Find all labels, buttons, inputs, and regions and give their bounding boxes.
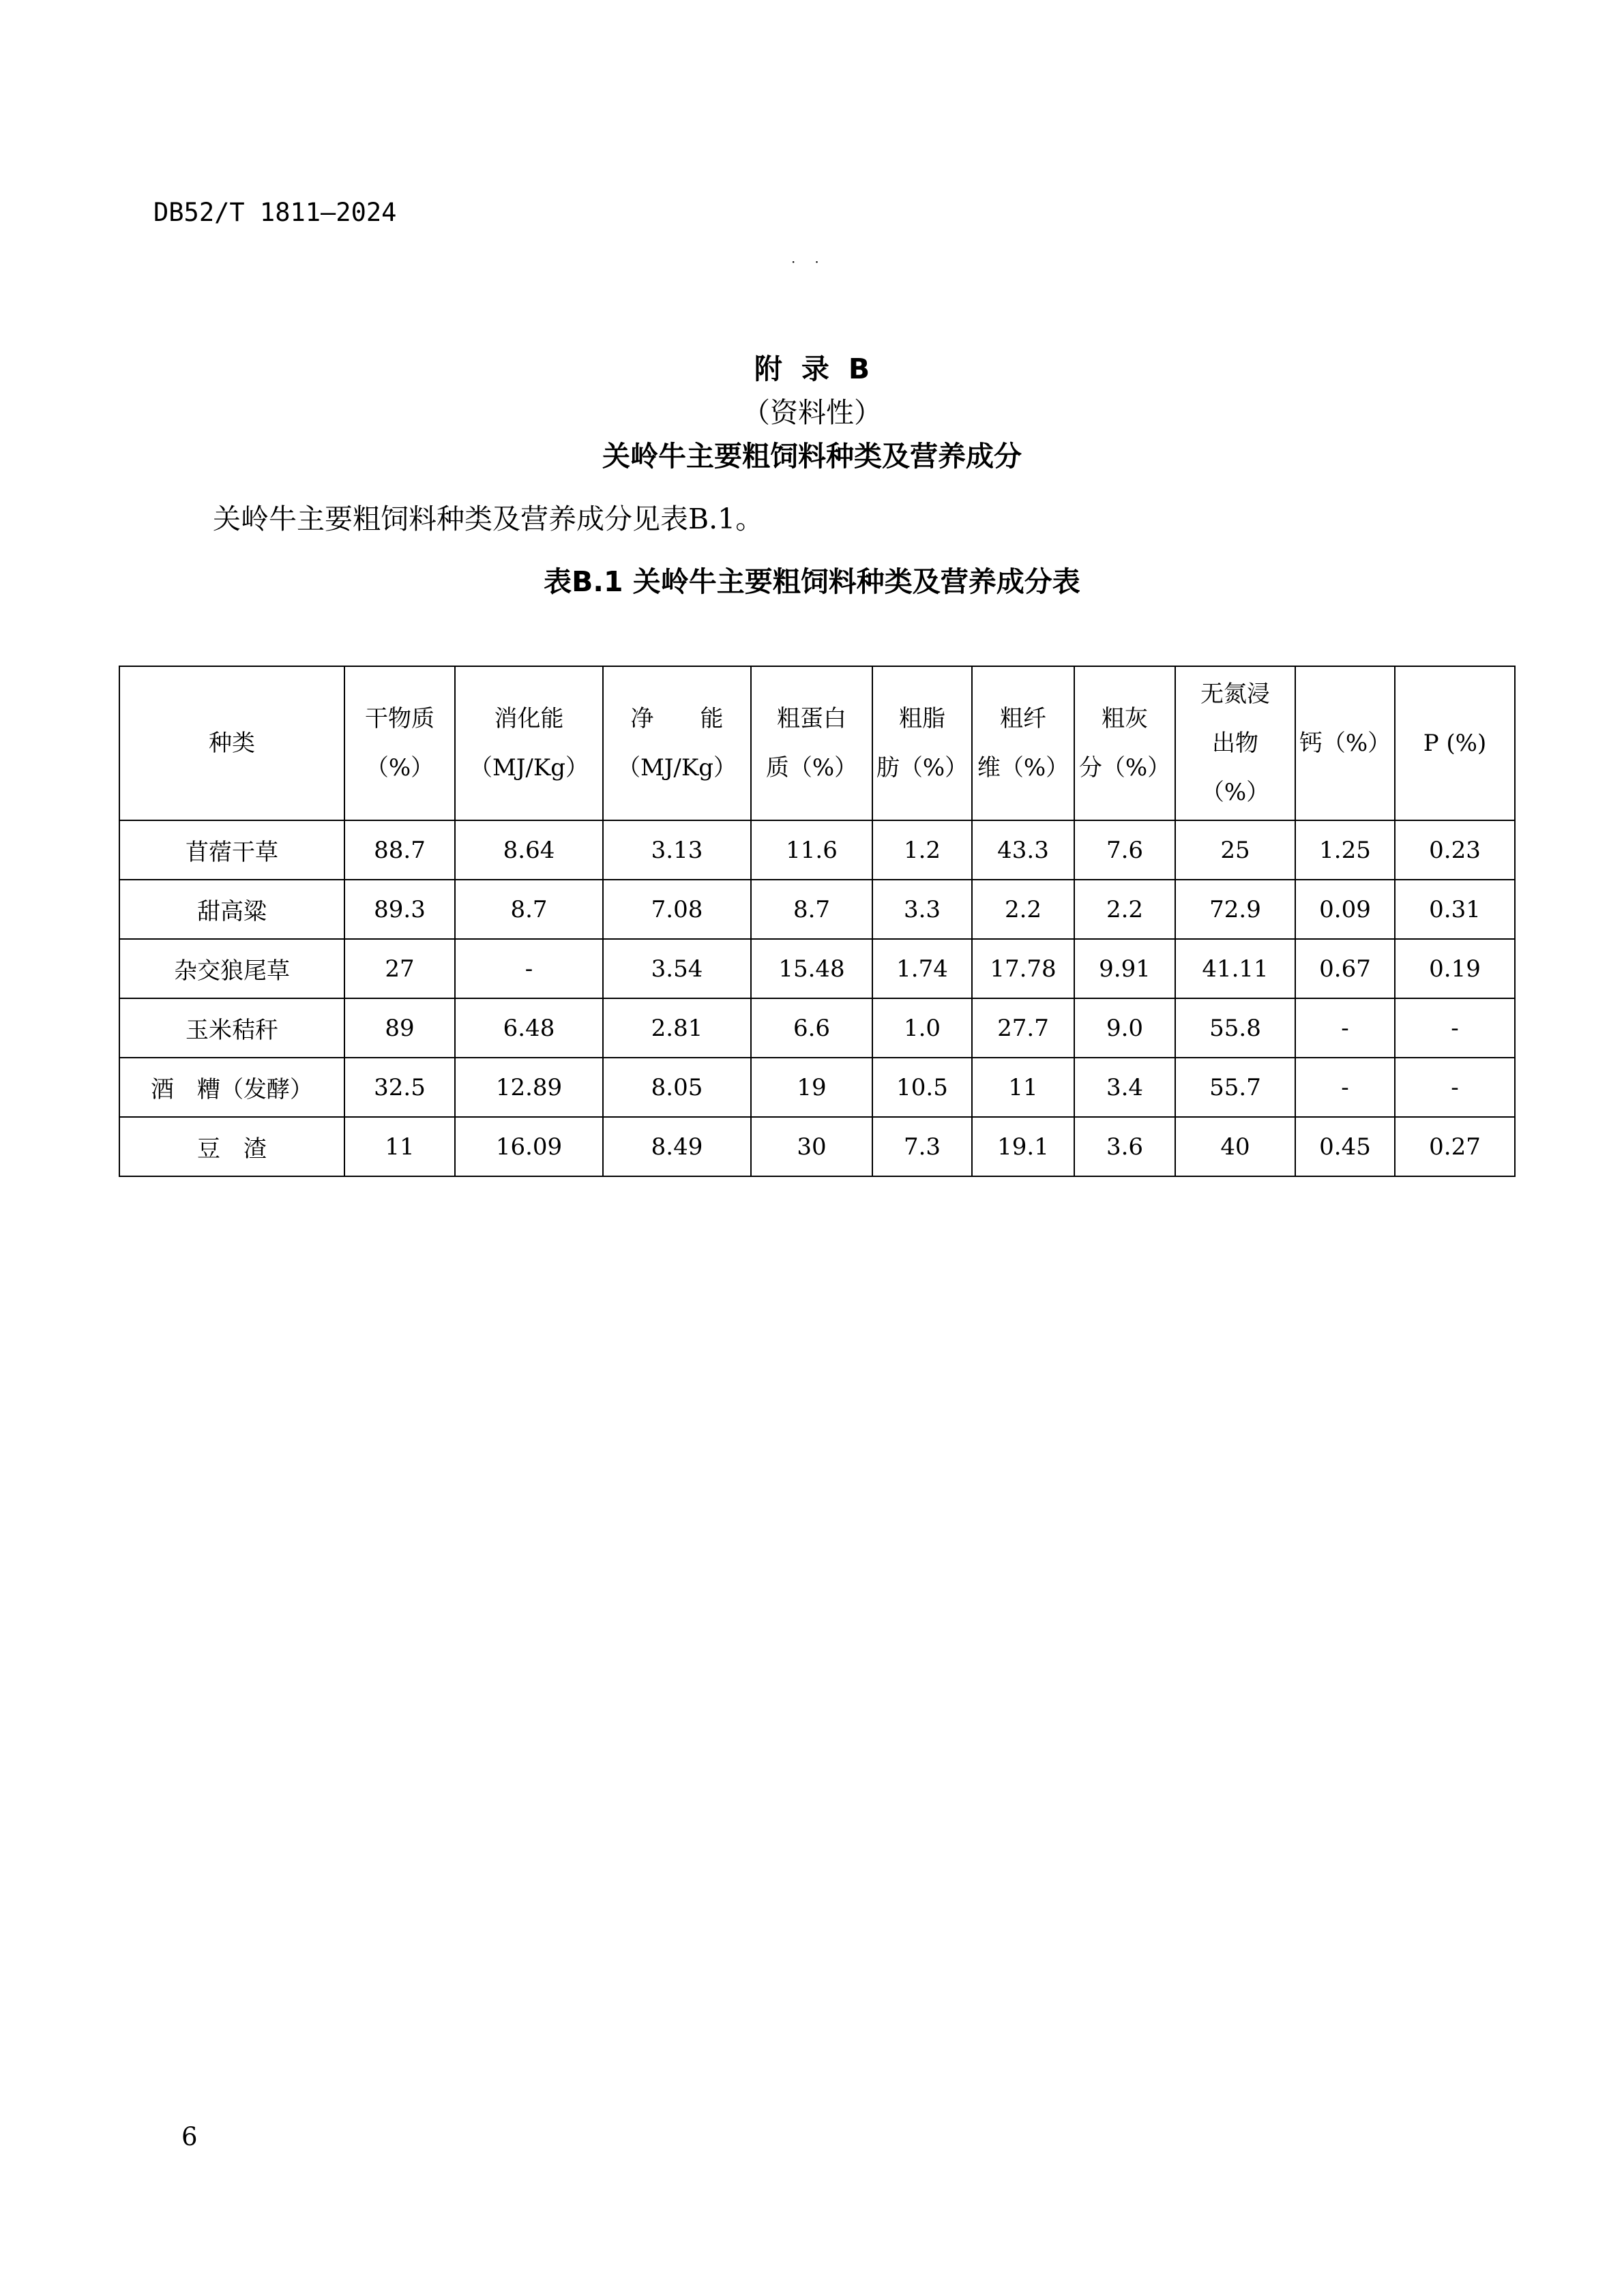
column-header-line: 出物 [1212, 730, 1258, 757]
appendix-label-part: 附 [754, 353, 782, 385]
column-header [344, 666, 455, 820]
value-cell: 27 [344, 939, 455, 998]
value-cell: 1.74 [872, 939, 972, 998]
page-number: 6 [181, 2122, 198, 2151]
column-header-line: 维（%） [977, 754, 1069, 781]
standard-code: DB52/T 1811—2024 [153, 198, 397, 227]
feed-type-cell: 豆 渣 [119, 1117, 344, 1176]
column-header [1074, 666, 1175, 820]
column-header-line: （MJ/Kg） [469, 754, 589, 781]
value-cell: - [1295, 1058, 1395, 1117]
value-cell: 7.6 [1074, 820, 1175, 880]
value-cell: - [1395, 998, 1515, 1058]
appendix-label-part: 录 [801, 353, 829, 385]
table-caption: 表B.1 关岭牛主要粗饲料种类及营养成分表 [544, 565, 1080, 598]
column-header-line: P (%) [1423, 730, 1487, 757]
value-cell: 3.13 [603, 820, 751, 880]
column-header-line: 粗蛋白 [777, 705, 846, 732]
value-cell: 8.7 [751, 880, 872, 939]
value-cell: 40 [1175, 1117, 1295, 1176]
column-header-line: 分（%） [1078, 754, 1171, 781]
value-cell: 89 [344, 998, 455, 1058]
value-cell: 89.3 [344, 880, 455, 939]
value-cell: 17.78 [972, 939, 1074, 998]
column-header-line: 种类 [209, 730, 255, 757]
value-cell: 9.0 [1074, 998, 1175, 1058]
value-cell: 6.6 [751, 998, 872, 1058]
value-cell: 55.8 [1175, 998, 1295, 1058]
value-cell: 0.09 [1295, 880, 1395, 939]
value-cell: 16.09 [455, 1117, 603, 1176]
value-cell: 43.3 [972, 820, 1074, 880]
value-cell: 0.31 [1395, 880, 1515, 939]
value-cell: 7.08 [603, 880, 751, 939]
column-header [1175, 666, 1295, 820]
intro-paragraph: 关岭牛主要粗饲料种类及营养成分见表B.1。 [213, 503, 764, 535]
value-cell: 9.91 [1074, 939, 1175, 998]
value-cell: 8.7 [455, 880, 603, 939]
value-cell: 1.2 [872, 820, 972, 880]
value-cell: 0.19 [1395, 939, 1515, 998]
value-cell: 0.27 [1395, 1117, 1515, 1176]
column-header [119, 666, 344, 820]
value-cell: 25 [1175, 820, 1295, 880]
column-header-line: （MJ/Kg） [617, 754, 737, 781]
table-header-row [119, 666, 1515, 820]
value-cell: 6.48 [455, 998, 603, 1058]
table-row [119, 820, 1515, 880]
table-row [119, 1117, 1515, 1176]
value-cell: 3.6 [1074, 1117, 1175, 1176]
value-cell: 27.7 [972, 998, 1074, 1058]
column-header [751, 666, 872, 820]
value-cell: 3.4 [1074, 1058, 1175, 1117]
value-cell: - [1395, 1058, 1515, 1117]
value-cell: 0.67 [1295, 939, 1395, 998]
table-row [119, 880, 1515, 939]
value-cell: 2.81 [603, 998, 751, 1058]
column-header-line: 质（%） [765, 754, 858, 781]
value-cell: 11 [344, 1117, 455, 1176]
value-cell: 11.6 [751, 820, 872, 880]
value-cell: - [1295, 998, 1395, 1058]
feed-type-cell: 甜高粱 [119, 880, 344, 939]
value-cell: 15.48 [751, 939, 872, 998]
column-header [1295, 666, 1395, 820]
appendix-label [0, 346, 1624, 387]
table-row [119, 939, 1515, 998]
column-header-line: （%） [1200, 779, 1270, 806]
column-header-line: 粗灰 [1102, 705, 1148, 732]
value-cell: 0.45 [1295, 1117, 1395, 1176]
column-header [1395, 666, 1515, 820]
value-cell: 19 [751, 1058, 872, 1117]
value-cell: 41.11 [1175, 939, 1295, 998]
column-header [603, 666, 751, 820]
value-cell: 8.05 [603, 1058, 751, 1117]
column-header-line: 粗脂 [899, 705, 945, 732]
feed-type-cell: 玉米秸秆 [119, 998, 344, 1058]
value-cell: 3.3 [872, 880, 972, 939]
column-header-line: 肪（%） [876, 754, 969, 781]
feed-type-cell: 杂交狼尾草 [119, 939, 344, 998]
value-cell: 12.89 [455, 1058, 603, 1117]
appendix-nature: （资料性） [742, 396, 882, 429]
appendix-title: 关岭牛主要粗饲料种类及营养成分 [602, 440, 1022, 473]
column-header-line: 消化能 [494, 705, 564, 732]
value-cell: 55.7 [1175, 1058, 1295, 1117]
header-dots: ·· [791, 254, 838, 270]
column-header-line: 净 能 [630, 705, 724, 732]
value-cell: 1.25 [1295, 820, 1395, 880]
value-cell: 8.64 [455, 820, 603, 880]
column-header [972, 666, 1074, 820]
value-cell: 2.2 [972, 880, 1074, 939]
column-header-line: 钙（%） [1299, 730, 1391, 757]
value-cell: 30 [751, 1117, 872, 1176]
appendix-label-part: B [848, 353, 870, 385]
value-cell: 2.2 [1074, 880, 1175, 939]
value-cell: 0.23 [1395, 820, 1515, 880]
value-cell: 1.0 [872, 998, 972, 1058]
column-header-line: 无氮浸 [1200, 681, 1270, 708]
value-cell: - [455, 939, 603, 998]
value-cell: 10.5 [872, 1058, 972, 1117]
value-cell: 11 [972, 1058, 1074, 1117]
value-cell: 88.7 [344, 820, 455, 880]
table-row [119, 1058, 1515, 1117]
value-cell: 19.1 [972, 1117, 1074, 1176]
value-cell: 3.54 [603, 939, 751, 998]
column-header [455, 666, 603, 820]
column-header-line: 干物质 [365, 705, 434, 732]
table-row [119, 998, 1515, 1058]
value-cell: 72.9 [1175, 880, 1295, 939]
feed-type-cell: 酒 糟（发酵） [119, 1058, 344, 1117]
column-header [872, 666, 972, 820]
column-header-line: （%） [365, 754, 434, 781]
value-cell: 7.3 [872, 1117, 972, 1176]
nutrition-table [119, 666, 1516, 1177]
value-cell: 8.49 [603, 1117, 751, 1176]
column-header-line: 粗纤 [1000, 705, 1046, 732]
feed-type-cell: 苜蓿干草 [119, 820, 344, 880]
value-cell: 32.5 [344, 1058, 455, 1117]
